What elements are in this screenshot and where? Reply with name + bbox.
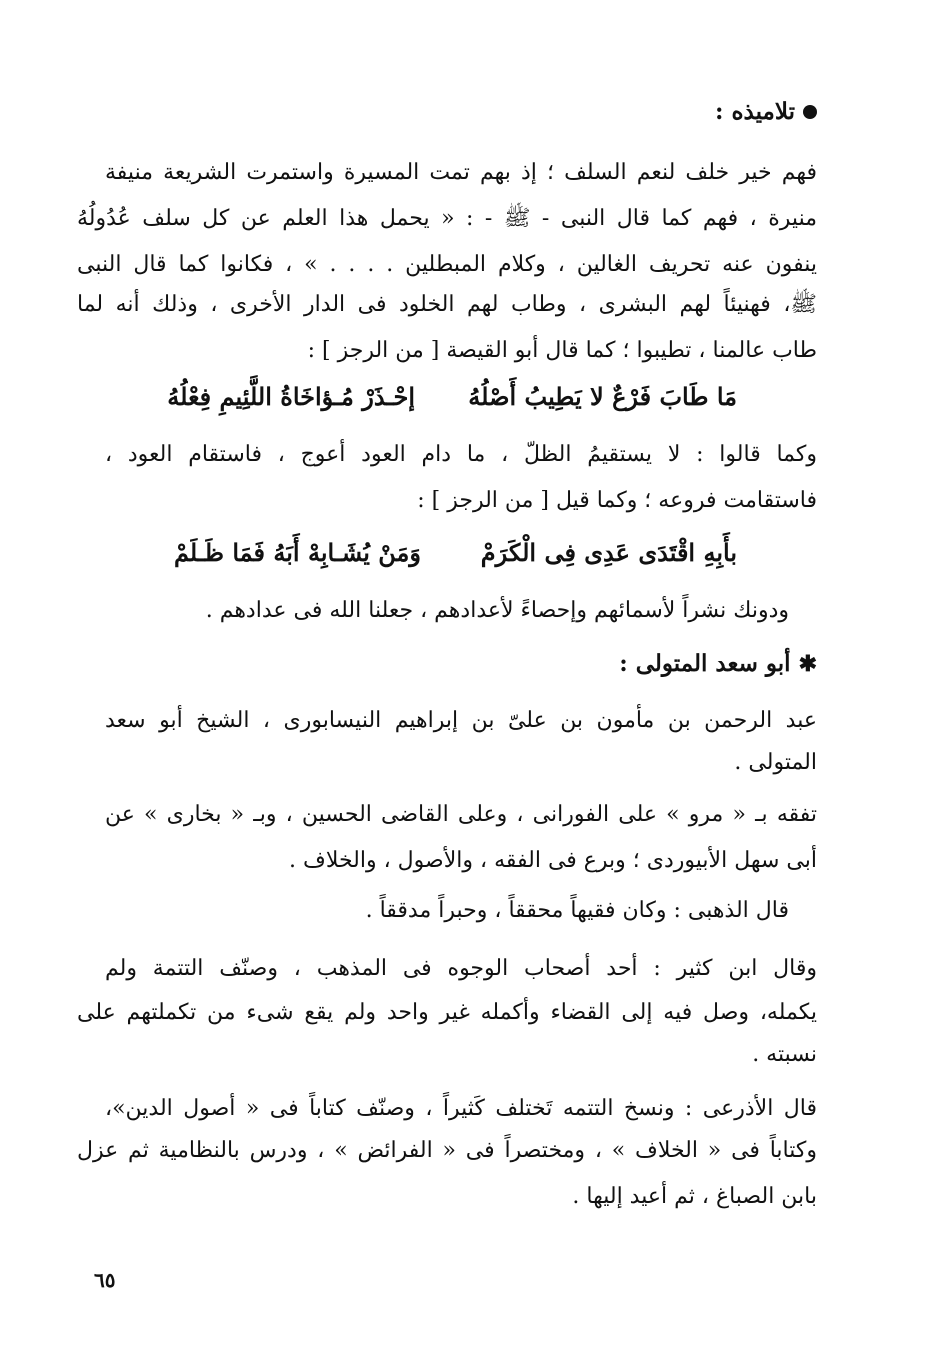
- verse1-first-hemistich: مَا طَابَ فَرْعٌ لا يَطِيبُ أَصْلُهُ: [468, 382, 737, 411]
- verse2-second-hemistich: وَمَنْ يُشَـابِهْ أَبَهُ فَمَا ظَـلَمْ: [173, 538, 421, 567]
- para7-line-2: يكمله، وصل فيه إلى القضاء وأكمله غير واحد ولم يقع شىء من تكملتهم على: [77, 1000, 817, 1025]
- para8-line-1: قال الأذرعى : ونسخ التتمه تَختلف كَثيراً ، وصنّف كتاباً فى « أصول الدين»،: [105, 1096, 817, 1121]
- para4-line-1: عبد الرحمن بن مأمون بن علىّ بن إبراهيم النيسابورى ، الشيخ أبو سعد: [105, 708, 817, 733]
- para4-line-2: المتولى .: [734, 750, 817, 775]
- verse1-second-hemistich: إحْـذَرْ مُـؤاخَاةُ اللَّئِيمِ فِعْلُهُ: [167, 382, 415, 411]
- section-heading-person: [619, 650, 817, 677]
- bullet-dot-icon: [803, 105, 817, 119]
- section-heading-students: [715, 98, 817, 125]
- para5-line-2: أبى سهل الأبيوردى ؛ وبرع فى الفقه ، والأصول ، والخلاف .: [289, 848, 817, 873]
- para1-line-5: طاب عالمنا ، تطيبوا ؛ كما قال أبو القيصة [ من الرجز ] :: [307, 338, 817, 363]
- para7-line-3: نسبته .: [752, 1042, 817, 1067]
- para2-line-2: فاستقامت فروعه ؛ وكما قيل [ من الرجز ] :: [417, 488, 817, 513]
- para3-line-1: ودونك نشراً لأسمائهم وإحصاءً لأعدادهم ، جعلنا الله فى عدادهم .: [205, 598, 789, 623]
- para2-line-1: وكما قالوا : لا يستقيمُ الظلّ ، ما دام العود أعوج ، فاستقام العود ،: [105, 442, 817, 467]
- para8-line-3: بابن الصباغ ، ثم أعيد إليها .: [572, 1184, 817, 1209]
- para1-line-2: منيرة ، فهم كما قال النبى - ﷺ - : « يحمل هذا العلم عن كل سلف عُدُولُهُ: [77, 206, 817, 231]
- verse2-first-hemistich: بأَبِهِ اقْتَدَى عَدِى فِى الْكَرَمْ: [480, 538, 737, 567]
- para1-line-3: ينفون عنه تحريف الغالين ، وكلام المبطلين . . . . » ، فكانوا كما قال النبى: [77, 252, 817, 277]
- para6-line-1: قال الذهبى : وكان فقيهاً محققاً ، وحبراً مدققاً .: [365, 898, 789, 923]
- section-heading-students-text: تلاميذه :: [714, 98, 795, 125]
- para1-line-4: ﷺ، فهنيئاً لهم البشرى ، وطاب لهم الخلود فى الدار الأخرى ، وذلك أنه لما: [77, 292, 817, 317]
- section-heading-person-text: أبو سعد المتولى :: [619, 650, 791, 677]
- para5-line-1: تفقه بـ « مرو » على الفورانى ، وعلى القاضى الحسين ، وبـ « بخارى » عن: [105, 802, 817, 827]
- para8-line-2: وكتاباً فى « الخلاف » ، ومختصراً فى « الفرائض » ، ودرس بالنظامية ثم عزل: [77, 1138, 817, 1163]
- para1-line-1: فهم خير خلف لنعم السلف ؛ إذ بهم تمت المسيرة واستمرت الشريعة منيفة: [105, 160, 817, 185]
- asterisk-icon: ✱: [798, 650, 817, 677]
- page-number: ٦٥: [94, 1268, 116, 1292]
- para7-line-1: وقال ابن كثير : أحد أصحاب الوجوه فى المذهب ، وصنّف التتمة ولم: [105, 956, 817, 981]
